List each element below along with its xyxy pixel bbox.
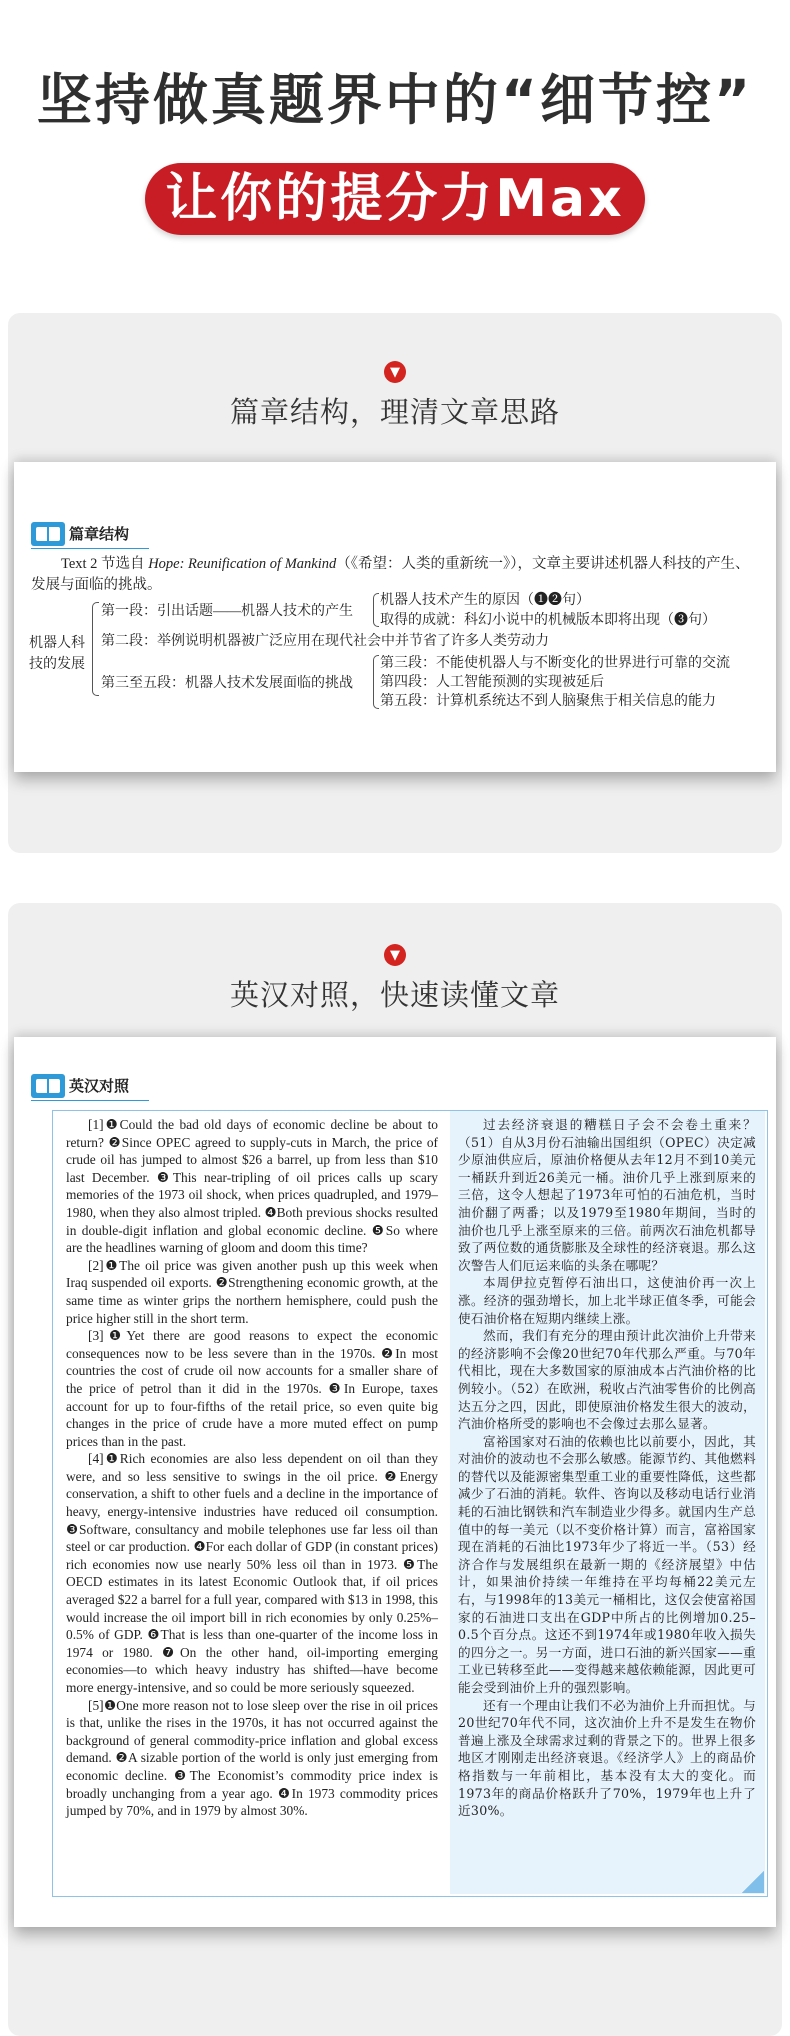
- tree-part-2: 第二段：举例说明机器被广泛应用在现代社会中并节省了许多人类劳动力: [101, 634, 549, 649]
- english-paragraph-3: [3]❶Yet there are good reasons to expect the economic consequences now to be less severe than in the 1970s. ❷In most countries the cost of crude oil now accounts for a smaller share of the price of petrol than it did in the 1970s. ❸In Europe, taxes account for up to four-fifths of the retail price, so even quite big changes in the price of crude have a more muted effect on pump prices than in the past.: [66, 1328, 438, 1449]
- tag-underline: [31, 548, 149, 549]
- tree-part-1: 第一段：引出话题——机器人技术的产生: [101, 604, 353, 619]
- tree-part-3-child-1: 第三段：不能使机器人与不断变化的世界进行可靠的交流: [380, 656, 730, 671]
- tree-part-3-child-2: 第四段：人工智能预测的实现被延后: [380, 675, 604, 690]
- chinese-paragraph-3: 然而，我们有充分的理由预计此次油价上升带来的经济影响不会像20世纪70年代那么严重。与70年代相比，现在大多数国家的原油成本占汽油价格的比例较小。（52）在欧洲，税收占汽油零售价的比例高达五分之四，因此，即使原油价格发生很大的波动，汽油价格所受的影响也不会像过去那么显著。: [458, 1328, 756, 1432]
- chinese-paragraph-1: 过去经济衰退的糟糕日子会不会卷土重来？（51）自从3月份石油输出国组织（OPEC）决定减少原油供应后，原油价格便从去年12月不到10美元一桶跃升到近26美元一桶。油价几乎上涨到原来的三倍，这令人想起了1973年可怕的石油危机，当时油价翻了两番；以及1979至1980年期间，当时的油价也几乎上涨至原来的三倍。前两次石油危机都导致了两位数的通货膨胀及全球性的经济衰退。那么这次警告人们厄运来临的头条在哪呢？: [458, 1117, 756, 1273]
- tree-part-1-child-2: 取得的成就：科幻小说中的机械版本即将出现（❸句）: [380, 613, 716, 628]
- book-icon: [31, 1074, 65, 1098]
- english-paragraph-5: [5]❶One more reason not to lose sleep over the rise in oil prices is that, unlike the rises in the 1970s, it has not occurred against the background of general commodity-price inflation and global excess demand. ❷A sizable portion of the world is only just emerging from economic decline. ❸The Economist’s commodity price index is broadly unchanging from a year ago. ❹In 1973 commodity prices jumped by 70%, and in 1979 by almost 30%.: [66, 1697, 438, 1819]
- page-fold-corner: [742, 1871, 764, 1893]
- tree-root: 机器人科技的发展: [29, 636, 85, 672]
- structure-tag: [31, 522, 151, 546]
- chinese-column: [458, 1116, 756, 1820]
- intro-prefix: Text 2 节选自: [61, 556, 149, 572]
- structure-intro: [31, 554, 761, 596]
- english-paragraph-4: [4]❶Rich economies are also less dependent on oil than they were, and so less sensitive to swings in the oil price. ❷Energy conservation, a shift to other fuels and a decline in the importance of heavy, energy-intensive industries have reduced oil consumption. ❸Software, consultancy and mobile telephones use far less oil than steel or car production. ❹For each dollar of GDP (in constant prices) rich economies now use nearly 50% less oil than in 1973. ❺The OECD estimates in its latest Economic Outlook that, if oil prices averaged $22 a barrel for a full year, compared with $13 in 1998, this would increase the oil import bill in rich economies by only 0.25%–0.5% of GDP. ❻That is less than one-quarter of the income loss in 1974 or 1980. ❼On the other hand, oil-importing emerging economies—to which heavy industry has shifted—have become more energy-intensive, and so could be more seriously squeezed.: [66, 1451, 438, 1695]
- chinese-paragraph-5: 还有一个理由让我们不必为油价上升而担忧。与20世纪70年代不同，这次油价上升不是发生在物价普遍上涨及全球需求过剩的背景之下的。世界上很多地区才刚刚走出经济衰退。《经济学人》上的商品价格指数与一年前相比，基本没有太大的变化。而1973年的商品价格跃升了70%，1979年也上升了近30%。: [458, 1697, 756, 1819]
- bilingual-tag-label: 英汉对照: [69, 1077, 130, 1095]
- tree-part-3-child-3: 第五段：计算机系统达不到人脑聚焦于相关信息的能力: [380, 694, 716, 709]
- bilingual-heading: 英汉对照，快速读懂文章: [229, 978, 560, 1012]
- chinese-paragraph-2: 本周伊拉克暂停石油出口，这使油价再一次上涨。经济的强劲增长，加上北半球正值冬季，可能会使石油价格在短期内继续上涨。: [458, 1275, 756, 1326]
- tree-part-1-child-1: 机器人技术产生的原因（❶❷句）: [380, 593, 590, 608]
- hero-subtitle: 让你的提分力Max: [165, 169, 625, 229]
- tree-root-brace: [92, 602, 99, 696]
- intro-source-title: Hope: Reunification of Mankind: [148, 556, 337, 572]
- english-column: [66, 1116, 438, 1820]
- hero-title: 坚持做真题界中的“细节控”: [36, 68, 754, 132]
- tree-part-1-brace: [373, 593, 379, 627]
- tree-part-3-brace: [373, 655, 379, 709]
- chevron-down-icon: ▼: [384, 361, 406, 383]
- english-paragraph-1: [1]❶Could the bad old days of economic decline be about to return? ❷Since OPEC agreed to supply-cuts in March, the price of crude oil has jumped to almost $26 a barrel, up from less than $10 last December. ❸This near-tripling of oil prices calls up scary memories of the 1973 oil shock, when prices quadrupled, and 1979–1980, when they also almost tripled. ❹Both previous shocks resulted in double-digit inflation and global economic decline. ❺So where are the headlines warning of gloom and doom this time?: [66, 1117, 438, 1256]
- structure-heading: 篇章结构，理清文章思路: [229, 395, 560, 429]
- tag-underline: [31, 1100, 149, 1101]
- intro-suffix: （《希望：人类的重新统一》），文章主要讲述机器人科技的产生、发展与面临的挑战。: [31, 556, 750, 593]
- english-paragraph-2: [2]❶The oil price was given another push up this week when Iraq suspended oil exports. ❷Strengthening economic growth, at the same time as winter grips the northern hemisphere, could push the price higher still in the short term.: [66, 1257, 438, 1326]
- structure-tag-label: 篇章结构: [69, 525, 130, 543]
- chinese-paragraph-4: 富裕国家对石油的依赖也比以前要小，因此，其对油价的波动也不会那么敏感。能源节约、其他燃料的替代以及能源密集型重工业的重要性降低，这些都减少了石油的消耗。软件、咨询以及移动电话行业消耗的石油比钢铁和汽车制造业少得多。就国内生产总值中的每一美元（以不变价格计算）而言，富裕国家现在消耗的石油比1973年少了将近一半。（53）经济合作与发展组织在最新一期的《经济展望》中估计，如果油价持续一年维持在平均每桶22美元左右，与1998年的13美元一桶相比，这仅会使富裕国家的石油进口支出在GDP中所占的比例增加0.25–0.5个百分点。这还不到1974年或1980年收入损失的四分之一。另一方面，进口石油的新兴国家——重工业已转移至此——变得越来越依赖能源，因此更可能会受到油价上升的强烈影响。: [458, 1433, 756, 1695]
- book-icon: [31, 522, 65, 546]
- bilingual-tag: [31, 1074, 151, 1098]
- tree-part-3: 第三至五段：机器人技术发展面临的挑战: [101, 676, 353, 691]
- hero-subtitle-badge: [145, 163, 645, 235]
- chevron-down-icon: ▼: [384, 944, 406, 966]
